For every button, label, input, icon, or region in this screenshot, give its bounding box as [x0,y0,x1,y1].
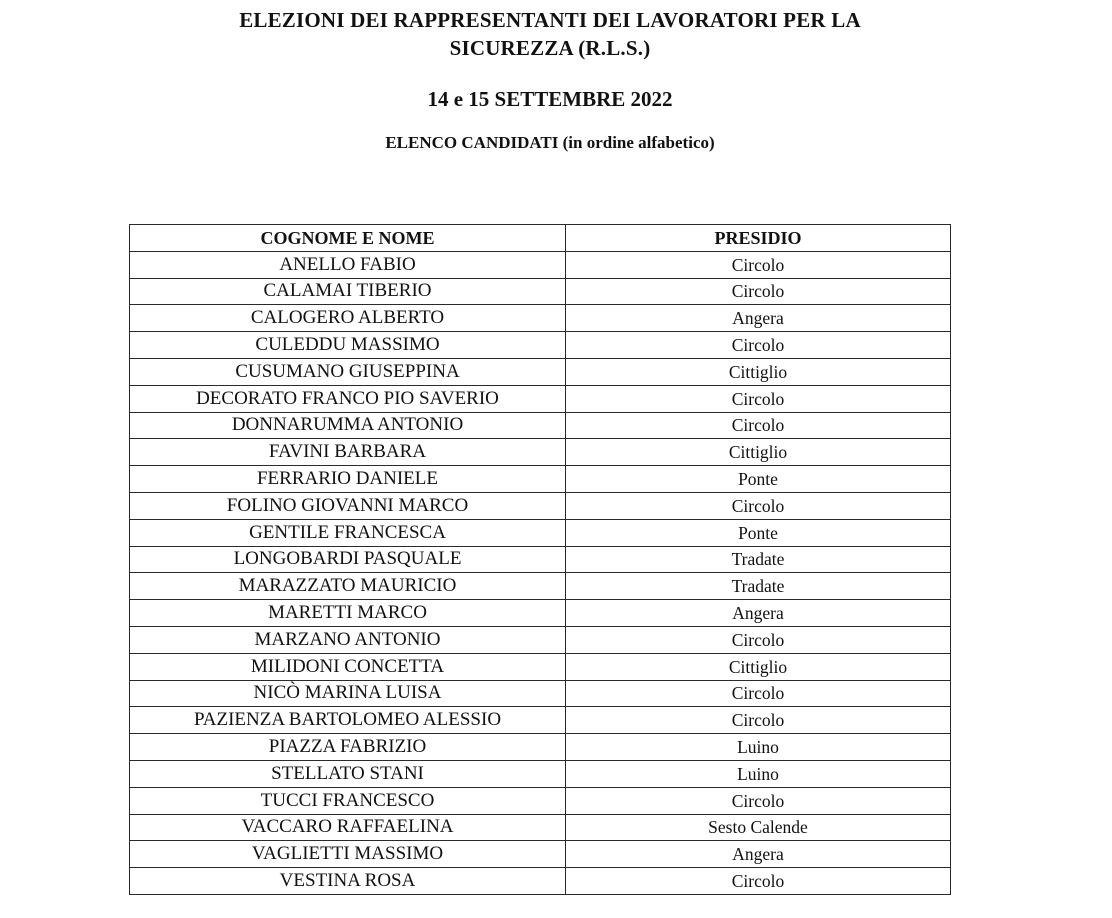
candidate-presidio-cell: Ponte [566,519,951,546]
candidate-presidio-cell: Circolo [566,492,951,519]
candidate-name-cell: FAVINI BARBARA [130,439,566,466]
candidate-presidio-cell: Circolo [566,385,951,412]
candidate-name-cell: VACCARO RAFFAELINA [130,814,566,841]
candidate-presidio-cell: Cittiglio [566,358,951,385]
document-title-line-2: SICUREZZA (R.L.S.) [449,36,651,60]
table-row [130,439,951,466]
table-row [130,546,951,573]
candidate-name-cell: TUCCI FRANCESCO [130,787,566,814]
candidate-presidio-cell: Tradate [566,573,951,600]
candidate-name-cell: GENTILE FRANCESCA [130,519,566,546]
candidate-name-cell: CULEDDU MASSIMO [130,332,566,359]
table-row [130,519,951,546]
table-row [130,868,951,895]
candidate-presidio-cell: Angera [566,600,951,627]
candidate-presidio-cell: Luino [566,734,951,761]
candidate-name-cell: DECORATO FRANCO PIO SAVERIO [130,385,566,412]
candidates-table-body [130,251,951,894]
table-row [130,492,951,519]
candidate-name-cell: VESTINA ROSA [130,868,566,895]
candidate-presidio-cell: Circolo [566,868,951,895]
candidate-name-cell: MARAZZATO MAURICIO [130,573,566,600]
candidate-presidio-cell: Circolo [566,787,951,814]
table-row [130,600,951,627]
candidate-name-cell: PAZIENZA BARTOLOMEO ALESSIO [130,707,566,734]
candidate-name-cell: FERRARIO DANIELE [130,466,566,493]
candidate-presidio-cell: Luino [566,760,951,787]
table-row [130,573,951,600]
candidate-name-cell: FOLINO GIOVANNI MARCO [130,492,566,519]
candidate-name-cell: MILIDONI CONCETTA [130,653,566,680]
candidate-presidio-cell: Circolo [566,626,951,653]
candidate-presidio-cell: Circolo [566,332,951,359]
candidate-presidio-cell: Circolo [566,251,951,278]
candidate-name-cell: PIAZZA FABRIZIO [130,734,566,761]
table-row [130,680,951,707]
election-date: 14 e 15 SETTEMBRE 2022 [427,87,673,111]
table-row [130,251,951,278]
candidate-presidio-cell: Circolo [566,707,951,734]
table-row [130,653,951,680]
candidate-presidio-cell: Tradate [566,546,951,573]
table-row [130,814,951,841]
table-row [130,332,951,359]
candidate-name-cell: CUSUMANO GIUSEPPINA [130,358,566,385]
candidate-presidio-cell: Circolo [566,278,951,305]
table-header-row [130,225,951,252]
table-row [130,385,951,412]
table-row [130,466,951,493]
candidate-name-cell: DONNARUMMA ANTONIO [130,412,566,439]
candidate-presidio-cell: Circolo [566,680,951,707]
candidate-name-cell: CALOGERO ALBERTO [130,305,566,332]
table-row [130,412,951,439]
column-header-presidio: PRESIDIO [566,225,951,252]
table-row [130,278,951,305]
candidate-name-cell: MARZANO ANTONIO [130,626,566,653]
column-header-name: COGNOME E NOME [130,225,566,252]
table-row [130,841,951,868]
table-row [130,707,951,734]
candidate-presidio-cell: Cittiglio [566,653,951,680]
candidate-presidio-cell: Circolo [566,412,951,439]
table-row [130,626,951,653]
candidate-name-cell: LONGOBARDI PASQUALE [130,546,566,573]
table-row [130,734,951,761]
candidate-presidio-cell: Ponte [566,466,951,493]
candidate-presidio-cell: Cittiglio [566,439,951,466]
candidate-presidio-cell: Angera [566,305,951,332]
table-row [130,787,951,814]
candidate-name-cell: VAGLIETTI MASSIMO [130,841,566,868]
candidate-name-cell: CALAMAI TIBERIO [130,278,566,305]
table-row [130,305,951,332]
candidates-table [129,224,951,895]
table-row [130,760,951,787]
candidate-name-cell: MARETTI MARCO [130,600,566,627]
candidate-presidio-cell: Angera [566,841,951,868]
document-title-line-1: ELEZIONI DEI RAPPRESENTANTI DEI LAVORATORI PER LA [239,8,861,32]
candidates-list-subtitle: ELENCO CANDIDATI (in ordine alfabetico) [385,133,715,152]
candidate-presidio-cell: Sesto Calende [566,814,951,841]
candidate-name-cell: ANELLO FABIO [130,251,566,278]
table-row [130,358,951,385]
candidate-name-cell: STELLATO STANI [130,760,566,787]
candidate-name-cell: NICÒ MARINA LUISA [130,680,566,707]
